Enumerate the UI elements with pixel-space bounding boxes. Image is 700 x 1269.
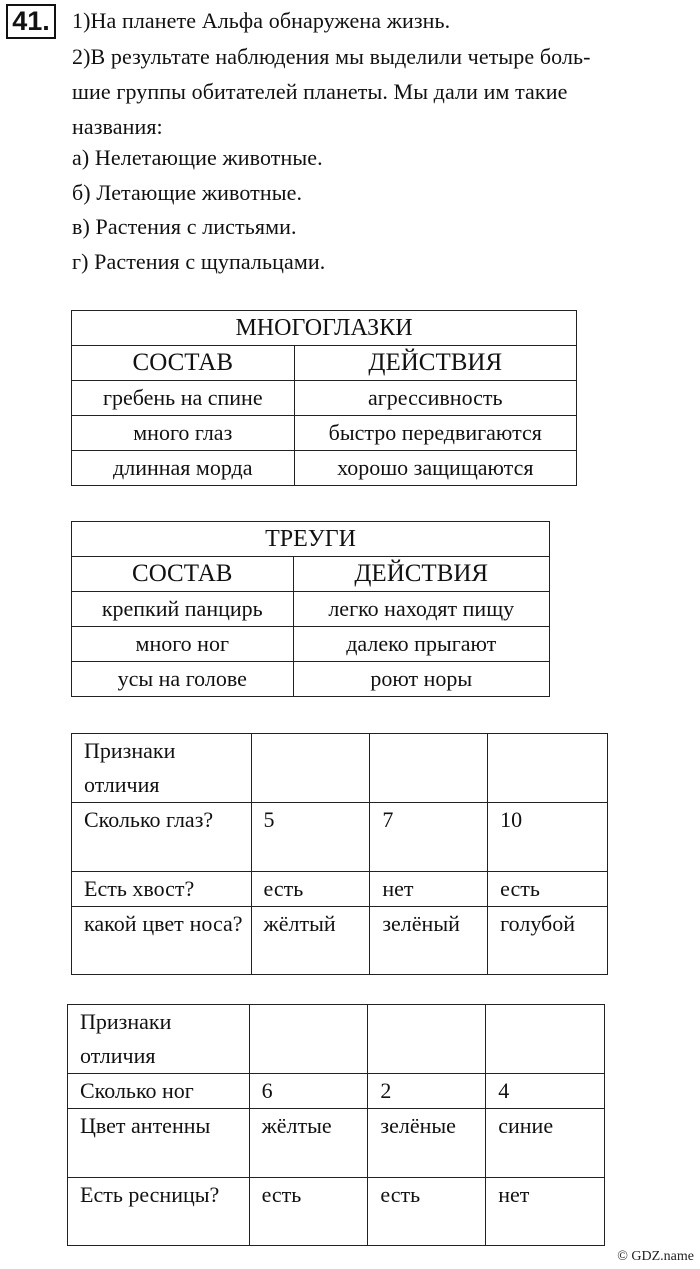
table-cell-label: [72, 907, 252, 975]
table-cell: агрессивность: [294, 381, 576, 416]
group-item-g: г) Растения с щупальцами.: [72, 249, 326, 274]
table-cell: [251, 734, 370, 803]
table-row: [68, 1109, 605, 1178]
table-cell: [370, 734, 488, 803]
group-item-b: б) Летающие животные.: [72, 180, 303, 205]
table-cell: 10: [488, 803, 608, 872]
task-line-1: 1)На планете Альфа обнаружена жизнь.: [72, 8, 451, 33]
table-row: [72, 451, 577, 486]
table-cell: [488, 734, 608, 803]
table-header-row: [72, 557, 550, 592]
table-cell: далеко прыгают: [293, 627, 550, 662]
table-cell: голубой: [488, 907, 608, 975]
table-cell: усы на голове: [72, 662, 294, 697]
table-cell: есть: [488, 872, 608, 907]
table-row: [72, 592, 550, 627]
table-cell: много ног: [72, 627, 294, 662]
table-cell: есть: [249, 1178, 368, 1246]
table-cell: хорошо защищаются: [294, 451, 576, 486]
column-header-sostav: СОСТАВ: [72, 346, 295, 381]
table-cell: крепкий панцирь: [72, 592, 294, 627]
table-cell-label: Есть ресницы?: [68, 1178, 250, 1246]
table-cell: 4: [486, 1074, 605, 1109]
table-cell: гребень на спине: [72, 381, 295, 416]
table-cell: роют норы: [293, 662, 550, 697]
task-line-2: 2)В результате наблюдения мы выделили четыре боль-: [72, 44, 591, 69]
nose-color-label: какой цвет носа?: [84, 911, 243, 936]
table-cell: [486, 1005, 605, 1074]
column-header-deystviya: ДЕЙСТВИЯ: [293, 557, 550, 592]
table-differences-1: [71, 733, 608, 975]
table-cell: зелёный: [370, 907, 488, 975]
table-cell-label: Цвет антенны: [68, 1109, 250, 1178]
table-cell-label: Признаки отличия: [72, 734, 252, 803]
table-cell-label: Сколько глаз?: [72, 803, 252, 872]
table-cell: синие: [486, 1109, 605, 1178]
table-cell: жёлтые: [249, 1109, 368, 1178]
table-cell: нет: [370, 872, 488, 907]
table-cell: [368, 1005, 486, 1074]
table-row: [68, 1005, 605, 1074]
task-line-4: названия:: [72, 114, 163, 139]
table-title-row: [72, 311, 577, 346]
table-row: [72, 734, 608, 803]
task-line-3: шие группы обитателей планеты. Мы дали им такие: [72, 79, 568, 104]
table-row: [72, 662, 550, 697]
table-row: [72, 872, 608, 907]
table-cell: 6: [249, 1074, 368, 1109]
table-row: [72, 907, 608, 975]
table-title: МНОГОГЛАЗКИ: [72, 311, 577, 346]
table-cell: есть: [368, 1178, 486, 1246]
table-cell: [249, 1005, 368, 1074]
table-cell: зелёные: [368, 1109, 486, 1178]
table-cell: 2: [368, 1074, 486, 1109]
column-header-sostav: СОСТАВ: [72, 557, 294, 592]
table-row: [72, 381, 577, 416]
watermark: © GDZ.name: [617, 1249, 694, 1264]
table-cell-label: Признаки отличия: [68, 1005, 250, 1074]
table-cell: 5: [251, 803, 370, 872]
table-row: [72, 803, 608, 872]
table-mnogoglazki: [71, 310, 577, 486]
column-header-deystviya: ДЕЙСТВИЯ: [294, 346, 576, 381]
group-item-a: а) Нелетающие животные.: [72, 145, 323, 170]
table-cell: жёлтый: [251, 907, 370, 975]
task-number: 41.: [6, 4, 56, 39]
table-cell-label: Сколько ног: [68, 1074, 250, 1109]
table-cell-label: Есть хвост?: [72, 872, 252, 907]
table-row: [68, 1178, 605, 1246]
table-treugi: [71, 521, 550, 697]
table-cell: легко находят пищу: [293, 592, 550, 627]
table-cell: быстро передвигаются: [294, 416, 576, 451]
table-cell: 7: [370, 803, 488, 872]
group-item-v: в) Растения с листьями.: [72, 214, 297, 239]
table-differences-2: [67, 1004, 605, 1246]
table-row: [72, 416, 577, 451]
table-header-row: [72, 346, 577, 381]
table-cell: нет: [486, 1178, 605, 1246]
table-title-row: [72, 522, 550, 557]
table-row: [72, 627, 550, 662]
table-cell: есть: [251, 872, 370, 907]
table-title: ТРЕУГИ: [72, 522, 550, 557]
table-cell: много глаз: [72, 416, 295, 451]
table-cell: длинная морда: [72, 451, 295, 486]
table-row: [68, 1074, 605, 1109]
